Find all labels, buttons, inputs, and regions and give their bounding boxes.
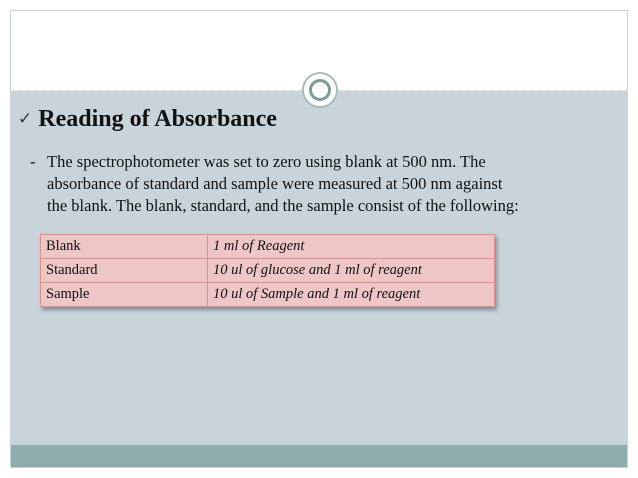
- table-cell-value: 10 ul of Sample and 1 ml of reagent: [208, 283, 495, 307]
- table-cell-value: 10 ul of glucose and 1 ml of reagent: [208, 259, 495, 283]
- table-row: [41, 283, 495, 307]
- paragraph-text: The spectrophotometer was set to zero using blank at 500 nm. The: [47, 152, 486, 171]
- circle-ornament-inner: [309, 79, 331, 101]
- paragraph: [30, 151, 630, 217]
- circle-ornament-icon: [302, 72, 338, 108]
- paragraph-line-2: absorbance of standard and sample were measured at 500 nm against: [47, 174, 503, 193]
- heading: [18, 104, 277, 134]
- dash-bullet: -: [30, 152, 36, 171]
- heading-text: Reading of Absorbance: [38, 105, 277, 132]
- footer-band: [11, 445, 627, 467]
- table-cell-value: 1 ml of Reagent: [208, 235, 495, 259]
- paragraph-line-1: [30, 151, 630, 173]
- reagent-table: [40, 234, 495, 307]
- paragraph-line-3: the blank. The blank, standard, and the sample consist of the following:: [47, 196, 519, 215]
- table-row: [41, 259, 495, 283]
- table-cell-label: Standard: [41, 259, 208, 283]
- table-row: [41, 235, 495, 259]
- table-cell-label: Sample: [41, 283, 208, 307]
- checkmark-icon: ✓: [18, 109, 33, 129]
- table-cell-label: Blank: [41, 235, 208, 259]
